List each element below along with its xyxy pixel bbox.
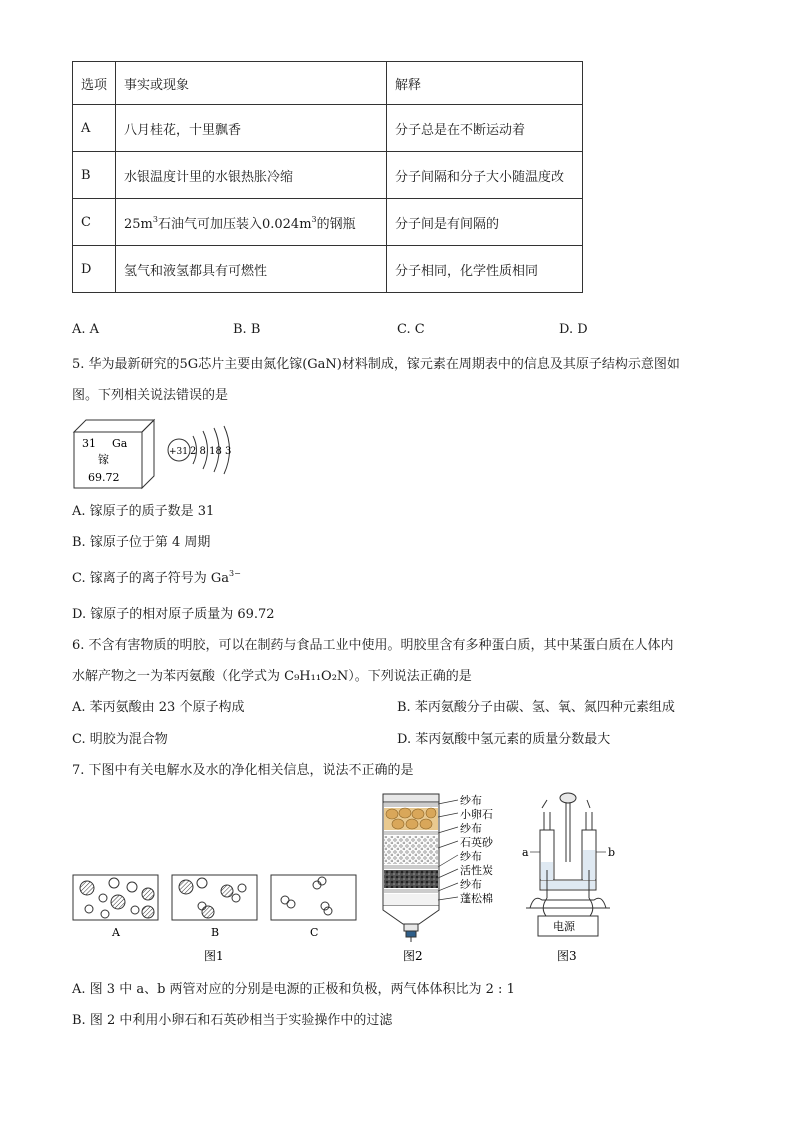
q4-option-b: B. B	[233, 322, 261, 337]
q6-stem-line2: 水解产物之一为苯丙氨酸（化学式为 C₉H₁₁O₂N）。下列说法正确的是	[72, 669, 472, 684]
q6-stem-line1: 6. 不含有害物质的明胶，可以在制药与食品工业中使用。明胶里含有多种蛋白质，其中某蛋白质在人体内	[72, 638, 674, 653]
particle-box-c	[271, 875, 356, 920]
nucleus-charge: +31	[169, 447, 188, 457]
fact-volume-2: 0.024m	[261, 216, 312, 232]
q7-stem: 7. 下图中有关电解水及水的净化相关信息，说法不正确的是	[72, 763, 414, 778]
tube-label-b: b	[608, 846, 616, 859]
fact-text: 石油气可加压装入	[157, 216, 262, 232]
header-fact: 事实或现象	[116, 62, 387, 105]
layer-label-gauze: 纱布	[460, 794, 482, 807]
table-row	[73, 105, 583, 152]
layer-label-gauze: 纱布	[460, 822, 482, 835]
particle-box-b	[172, 875, 257, 920]
q5-stem-line2: 图。下列相关说法错误的是	[72, 388, 229, 403]
row-explanation: 分子相同，化学性质相同	[387, 246, 583, 293]
layer-label-gauze: 纱布	[460, 850, 482, 863]
element-cell-icon	[74, 420, 154, 488]
q4-option-a: A. A	[72, 322, 100, 337]
figure2-caption: 图2	[403, 949, 423, 963]
row-option: B	[73, 152, 116, 199]
filter-layer-labels	[438, 793, 494, 905]
row-fact: 氢气和液氢都具有可燃性	[116, 246, 387, 293]
element-name: 镓	[98, 453, 109, 466]
figure1-label-c: C	[310, 926, 319, 939]
q7-option-b: B. 图 2 中利用小卵石和石英砂相当于实验操作中的过滤	[72, 1013, 393, 1028]
row-fact: 八月桂花，十里飘香	[116, 105, 387, 152]
q6-option-c: C. 明胶为混合物	[72, 732, 168, 747]
q4-option-c: C. C	[397, 322, 425, 337]
electrolysis-apparatus	[526, 793, 610, 916]
figure1-label-a: A	[112, 926, 120, 939]
row-fact: 水银温度计里的水银热胀冷缩	[116, 152, 387, 199]
row-option: D	[73, 246, 116, 293]
row-explanation: 分子间是有间隔的	[387, 199, 583, 246]
tube-label-a: a	[522, 846, 529, 859]
figure-2-water-filter	[375, 790, 515, 965]
element-number: 31	[82, 437, 96, 450]
filter-vessel	[383, 794, 439, 942]
figure1-label-b: B	[211, 926, 220, 939]
table-header-row	[73, 62, 583, 105]
electron-shells: 2 8 18 3	[190, 446, 232, 457]
atom-structure-icon	[168, 426, 231, 474]
layer-label-gauze: 纱布	[460, 878, 482, 891]
table-row	[73, 152, 583, 199]
figure-1	[72, 870, 362, 965]
row-explanation: 分子间隔和分子大小随温度改	[387, 152, 583, 199]
q6-option-d: D. 苯丙氨酸中氢元素的质量分数最大	[397, 732, 611, 747]
q7-option-a: A. 图 3 中 a、b 两管对应的分别是电源的正极和负极，两气体体积比为 2 : 1	[72, 982, 515, 997]
q5-option-b: B. 镓原子位于第 4 周期	[72, 535, 211, 550]
particle-box-a	[73, 875, 158, 920]
fact-volume-1: 25m	[124, 216, 153, 232]
table-row	[73, 199, 583, 246]
question-table	[72, 61, 583, 293]
power-supply-label: 电源	[553, 920, 575, 933]
layer-label-pebbles: 小卵石	[460, 808, 493, 821]
header-option: 选项	[73, 62, 116, 105]
q6-option-b: B. 苯丙氨酸分子由碳、氢、氧、氮四种元素组成	[397, 700, 675, 715]
q6-option-a: A. 苯丙氨酸由 23 个原子构成	[72, 700, 245, 715]
q4-option-d: D. D	[559, 322, 588, 337]
figure3-caption: 图3	[557, 949, 577, 963]
layer-label-cotton: 蓬松棉	[460, 892, 493, 905]
header-explanation: 解释	[387, 62, 583, 105]
layer-label-activated-carbon: 活性炭	[460, 864, 493, 877]
ion-charge: 3−	[229, 569, 241, 578]
element-mass: 69.72	[88, 471, 120, 484]
row-explanation: 分子总是在不断运动着	[387, 105, 583, 152]
row-option: C	[73, 199, 116, 246]
table-row	[73, 246, 583, 293]
q5-option-a: A. 镓原子的质子数是 31	[72, 504, 215, 519]
figure-3-electrolysis	[520, 790, 640, 965]
gallium-figure	[72, 416, 242, 490]
q5-option-c	[72, 567, 241, 586]
q5-option-d: D. 镓原子的相对原子质量为 69.72	[72, 607, 275, 622]
element-symbol: Ga	[112, 437, 128, 450]
row-option: A	[73, 105, 116, 152]
q5-option-c-text: C. 镓离子的离子符号为 Ga	[72, 571, 230, 586]
superscript: 3	[152, 214, 158, 224]
figure1-caption: 图1	[204, 949, 224, 963]
layer-label-quartz-sand: 石英砂	[460, 836, 493, 849]
superscript: 3	[311, 214, 317, 224]
q5-stem-line1: 5. 华为最新研究的5G芯片主要由氮化镓(GaN)材料制成，镓元素在周期表中的信息及其原子结构示意图如	[72, 357, 680, 372]
fact-text: 的钢瓶	[316, 216, 356, 232]
row-fact	[116, 199, 387, 246]
